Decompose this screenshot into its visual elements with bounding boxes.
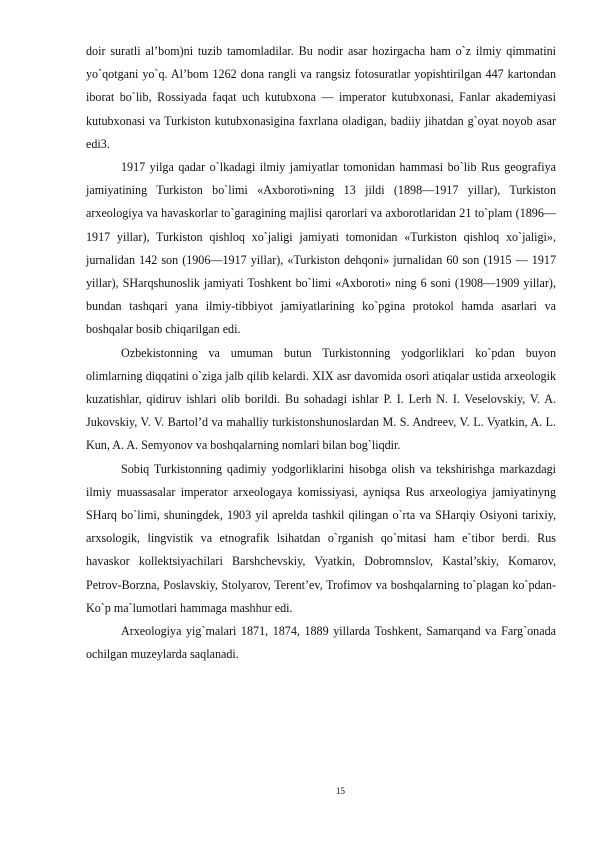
paragraph-album-description: doir suratli al’bom)ni tuzib tamomladilar. Bu nodir asar hozirgacha ham o`z ilmiy qimmatini yo`qotgani yo`q. Al’bom 1262 dona rangli va rangsiz fotosuratlar yopishtirilgan 447 kartondan iborat bo`lib, Rossiyada faqat uch kutubxona — imperator kutubxonasi, Fanlar akademiyasi kutubxonasi va Turkiston kutubxonasigina faxrlana oladigan, badiiy jihatdan g`oyat noyob asar edi3. (86, 44, 556, 151)
paragraph-monuments-research: Ozbekistonning va umuman butun Turkistonning yodgorliklari ko`pdan buyon olimlarning diqqatini o`ziga jalb qilib kelardi. XIX asr davomida osori atiqalar ustida arxeologik kuzatishlar, qidiruv ishlari olib borildi. Bu sohadagi ishlar P. I. Lerh N. I. Veselovskiy, V. A. Jukovskiy, V. V. Bartol’d va mahalliy turkistonshunoslardan M. S. Andreev, V. L. Vyatkin, A. L. Kun, A. A. Semyonov va boshqalarning nomlari bilan bog`liqdir. (86, 345, 556, 453)
page-number: 15 (336, 786, 345, 796)
paragraph-archaeology-collections: Arxeologiya yig`malari 1871, 1874, 1889 yillarda Toshkent, Samarqand va Farg`onada ochilgan muzeylarda saqlanadi. (86, 624, 556, 662)
paragraph-scientific-societies: 1917 yilga qadar o`lkadagi ilmiy jamiyatlar tomonidan hammasi bo`lib Rus geografiya jamiyatining Turkiston bo`limi «Axboroti»ning 13 jildi (1898—1917 yillar), Turkiston arxeologiya va havaskorlar to`garagining majlisi qarorlari va axborotlaridan 21 to`plam (1896—1917 yillar), Turkiston qishloq xo`jaligi jamiyati tomonidan «Turkiston qishloq xo`jaligi», jurnalidan 142 son (1906—1917 yillar), «Turkiston dehqoni» jurnalidan 60 son (1915 — 1917 yillar), SHarqshunoslik jamiyati Toshkent bo`limi «Axboroti» ning 6 soni (1908—1909 yillar), bundan tashqari yana ilmiy-tibbiyot jamiyatlarining ko`pgina protokol hamda asarlari va boshqalar bosib chiqarilgan edi. (86, 160, 556, 337)
document-body (86, 40, 556, 666)
page-number-container (0, 786, 595, 796)
paragraph-central-institutions: Sobiq Turkistonning qadimiy yodgorliklarini hisobga olish va tekshirishga markazdagi ilmiy muassasalar imperator arxeologaya komissiyasi, ayniqsa Rus arxeologiya jamiyatinyng SHarq bo`limi, shuningdek, 1903 yil aprelda tashkil qilingan o`rta va SHarqiy Osiyoni tarixiy, arxsologik, lingvistik va etnografik lsihatdan o`rganish qo`mitasi ham e`tibor berdi. Rus havaskor kollektsiyachilari Barshchevskiy, Vyatkin, Dobromnslov, Kastal’skiy, Komarov, Petrov-Borzna, Poslavskiy, Stolyarov, Terent’ev, Trofimov va boshqalarning to`plagan ko`pdan-Ko`p ma`lumotlari hammaga mashhur edi. (86, 461, 556, 615)
